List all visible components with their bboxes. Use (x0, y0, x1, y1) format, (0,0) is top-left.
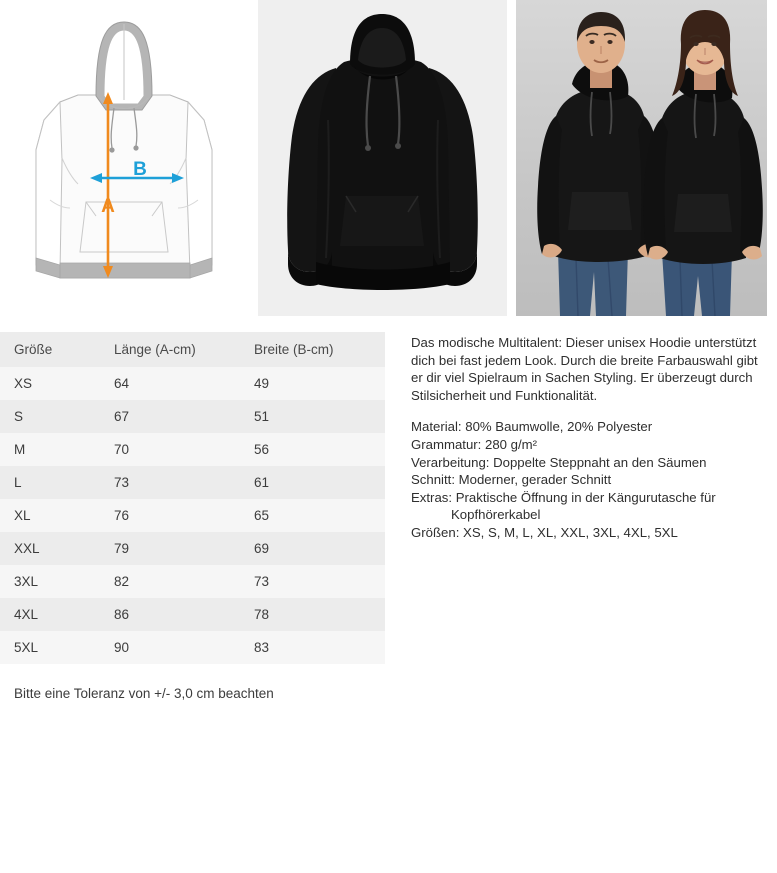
cell-length: 82 (100, 565, 240, 598)
cell-width: 51 (240, 400, 385, 433)
table-row (0, 400, 385, 433)
lower-section (0, 332, 777, 701)
technical-drawing-card (0, 0, 249, 316)
column-header-length: Länge (A-cm) (100, 332, 240, 367)
cell-width: 56 (240, 433, 385, 466)
product-photo-card (258, 0, 507, 316)
spec-material: Material: 80% Baumwolle, 20% Polyester (411, 419, 653, 435)
cell-length: 76 (100, 499, 240, 532)
column-header-width: Breite (B-cm) (240, 332, 385, 367)
image-row (0, 0, 777, 316)
hoodie-technical-drawing-icon (0, 0, 249, 316)
cell-size: 5XL (0, 631, 100, 664)
cell-width: 78 (240, 598, 385, 631)
cell-size: 4XL (0, 598, 100, 631)
cell-width: 65 (240, 499, 385, 532)
cell-width: 73 (240, 565, 385, 598)
product-description (385, 332, 765, 701)
spec-weight: Grammatur: 280 g/m² (411, 436, 538, 452)
cell-width: 69 (240, 532, 385, 565)
spec-extras-continued: Kopfhörerkabel (451, 507, 541, 523)
table-row (0, 499, 385, 532)
cell-size: XL (0, 499, 100, 532)
black-hoodie-front-image (258, 0, 507, 316)
cell-size: M (0, 433, 100, 466)
cell-size: XXL (0, 532, 100, 565)
spec-extras: Extras: Praktische Öffnung in der Kängurutasche für (411, 489, 716, 505)
table-row (0, 598, 385, 631)
cell-size: L (0, 466, 100, 499)
label-B: B (133, 159, 147, 180)
size-table-wrapper (0, 332, 385, 701)
spec-processing: Verarbeitung: Doppelte Steppnaht an den Säumen (411, 454, 707, 470)
description-intro: Das modische Multitalent: Dieser unisex Hoodie unterstützt dich bei fast jedem Look. Durch die breite Farbauswahl gibt er dir viel Spielraum in Sachen Styling. Er überzeugt durch Stilsicherheit und Funktionalität. (411, 335, 758, 403)
cell-length: 73 (100, 466, 240, 499)
table-row (0, 565, 385, 598)
table-row (0, 433, 385, 466)
cell-size: S (0, 400, 100, 433)
column-header-size: Größe (0, 332, 100, 367)
cell-width: 61 (240, 466, 385, 499)
spec-cut: Schnitt: Moderner, gerader Schnitt (411, 472, 612, 488)
size-table (0, 332, 385, 664)
table-row (0, 631, 385, 664)
spec-sizes: Größen: XS, S, M, L, XL, XXL, 3XL, 4XL, 5XL (411, 524, 678, 540)
cell-size: 3XL (0, 565, 100, 598)
table-header-row (0, 332, 385, 367)
label-A: A (101, 196, 115, 217)
table-row (0, 367, 385, 400)
cell-length: 67 (100, 400, 240, 433)
table-row (0, 466, 385, 499)
lifestyle-photo-card (516, 0, 767, 316)
cell-length: 90 (100, 631, 240, 664)
cell-size: XS (0, 367, 100, 400)
cell-width: 49 (240, 367, 385, 400)
cell-length: 70 (100, 433, 240, 466)
two-models-image (516, 0, 767, 316)
cell-width: 83 (240, 631, 385, 664)
cell-length: 86 (100, 598, 240, 631)
cell-length: 64 (100, 367, 240, 400)
cell-length: 79 (100, 532, 240, 565)
table-row (0, 532, 385, 565)
tolerance-note: Bitte eine Toleranz von +/- 3,0 cm beachten (14, 686, 274, 701)
